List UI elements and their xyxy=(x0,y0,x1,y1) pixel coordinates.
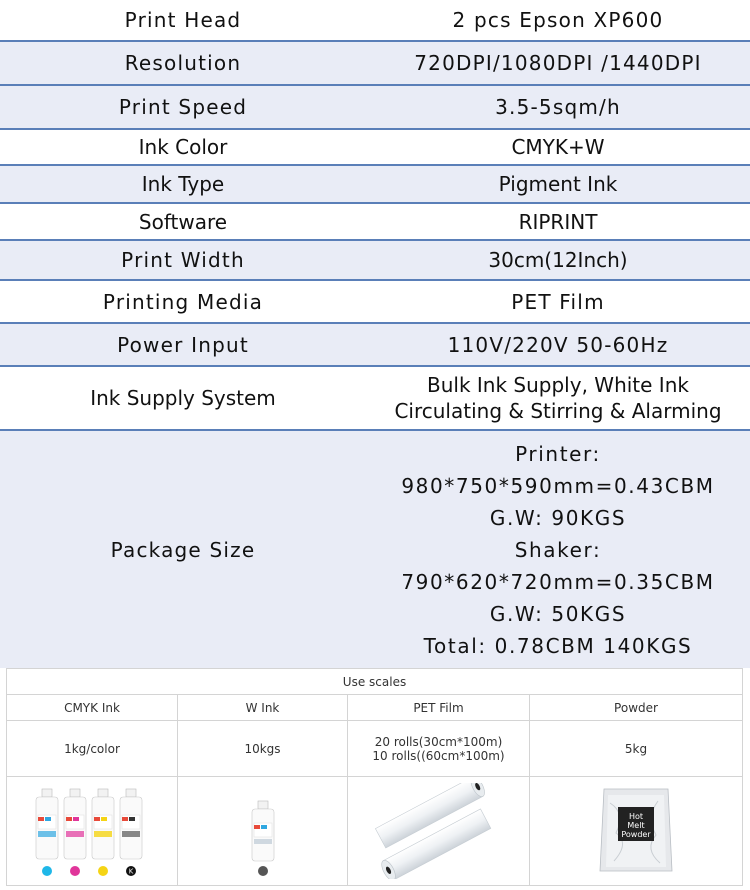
spec-value-line: G.W: 50KGS xyxy=(489,601,627,626)
spec-row-ink-type xyxy=(0,166,750,204)
use-scales-table xyxy=(6,668,743,886)
spec-value: RIPRINT xyxy=(518,209,598,234)
w-dot xyxy=(258,866,268,876)
spec-value: 3.5-5sqm/h xyxy=(495,95,621,119)
use-scales-image-row xyxy=(7,777,742,885)
spec-row-ink-supply-system xyxy=(0,367,750,431)
spec-value-line: G.W: 90KGS xyxy=(489,505,627,530)
spec-row-ink-color xyxy=(0,130,750,166)
spec-label: Printing Media xyxy=(102,289,264,314)
spec-value-line: Circulating & Stirring & Alarming xyxy=(394,399,722,423)
spec-label: Power Input xyxy=(117,332,249,357)
spec-row-print-width xyxy=(0,241,750,281)
spec-label: Print Head xyxy=(124,8,242,32)
spec-value: PET Film xyxy=(511,289,605,314)
spec-value-line: 790*620*720mm=0.35CBM xyxy=(401,569,715,594)
spec-row-resolution xyxy=(0,42,750,86)
spec-value: 2 pcs Epson XP600 xyxy=(452,8,664,32)
spec-label: Ink Color xyxy=(138,135,228,159)
pet-film-line: 10 rolls((60cm*100m) xyxy=(372,748,505,763)
pet-film-line: 20 rolls(30cm*100m) xyxy=(374,734,503,749)
spec-label: Ink Supply System xyxy=(90,386,276,410)
spec-value-line: Printer: xyxy=(515,441,601,466)
header-w-ink: W Ink xyxy=(178,695,348,720)
cyan-dot xyxy=(42,866,52,876)
spec-label: Print Width xyxy=(121,248,245,272)
spec-label: Package Size xyxy=(110,537,256,562)
spec-value xyxy=(366,367,750,429)
yellow-dot xyxy=(98,866,108,876)
value-w-ink: 10kgs xyxy=(178,721,348,776)
pet-film-rolls-image xyxy=(348,777,530,885)
spec-value: Pigment Ink xyxy=(498,172,618,196)
k-dot-letter: K xyxy=(128,867,134,876)
spec-row-software xyxy=(0,204,750,241)
use-scales-value-row xyxy=(7,721,742,777)
spec-value-line: Total: 0.78CBM 140KGS xyxy=(423,633,693,658)
use-scales-title: Use scales xyxy=(7,669,742,695)
spec-value: 110V/220V 50-60Hz xyxy=(447,332,669,357)
spec-value: CMYK+W xyxy=(511,135,605,159)
spec-label: Software xyxy=(138,209,228,234)
magenta-dot xyxy=(70,866,80,876)
header-cmyk-ink: CMYK Ink xyxy=(7,695,178,720)
header-pet-film: PET Film xyxy=(348,695,530,720)
w-ink-bottle-image xyxy=(178,777,348,885)
ink-bottles-icon xyxy=(32,783,152,879)
spec-value xyxy=(366,431,750,668)
spec-value-line: Shaker: xyxy=(514,537,602,562)
value-pet-film xyxy=(348,721,530,776)
spec-row-printing-media xyxy=(0,281,750,324)
header-powder: Powder xyxy=(614,700,658,715)
spec-label: Ink Type xyxy=(141,172,225,196)
powder-label-text: Melt xyxy=(627,821,645,830)
spec-value: 30cm(12Inch) xyxy=(488,248,628,272)
spec-row-power-input xyxy=(0,324,750,367)
spec-value-line: 980*750*590mm=0.43CBM xyxy=(401,473,715,498)
value-powder: 5kg xyxy=(624,741,648,756)
film-rolls-icon xyxy=(374,783,504,879)
powder-label-text: Hot xyxy=(628,812,644,821)
powder-label-text: Powder xyxy=(621,830,651,839)
white-ink-bottle-icon xyxy=(243,783,283,879)
spec-value: 720DPI/1080DPI /1440DPI xyxy=(414,51,702,75)
spec-label: Print Speed xyxy=(118,95,248,119)
cmyk-ink-bottles-image xyxy=(7,777,178,885)
spec-row-print-speed xyxy=(0,86,750,130)
spec-value-line: Bulk Ink Supply, White Ink xyxy=(427,373,689,397)
powder-bag-image xyxy=(530,777,742,885)
bottle-group xyxy=(36,789,142,859)
powder-bag-icon xyxy=(586,783,686,879)
spec-label: Resolution xyxy=(124,51,242,75)
use-scales-header-row xyxy=(7,695,742,721)
spec-row-package-size xyxy=(0,431,750,668)
spec-row-print-head xyxy=(0,0,750,42)
value-cmyk-ink: 1kg/color xyxy=(7,721,178,776)
